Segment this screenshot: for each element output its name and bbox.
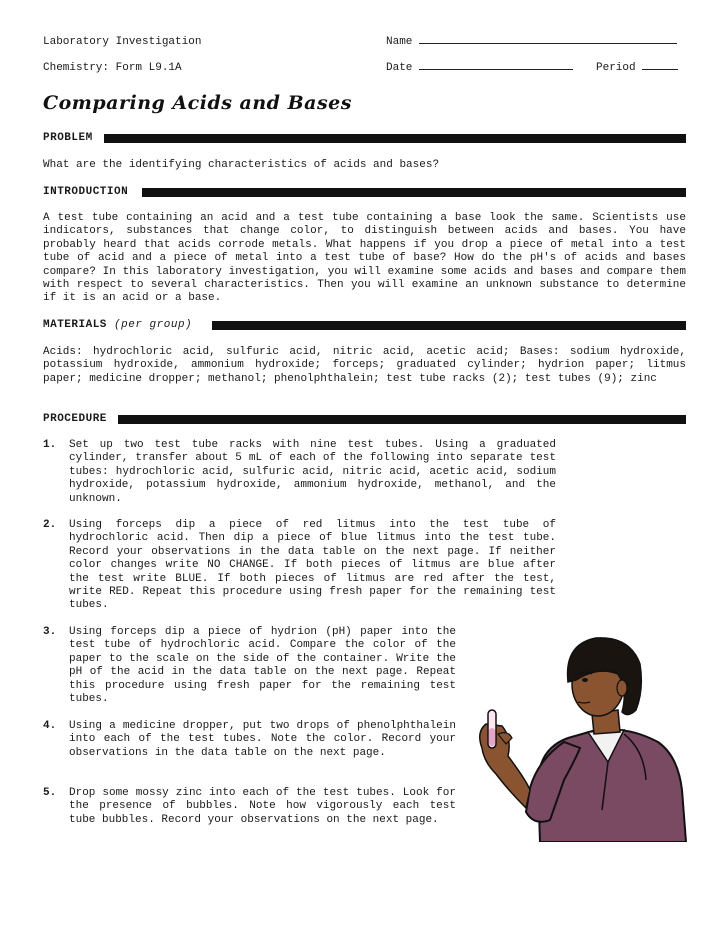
step-1-text: Set up two test tube racks with nine test tubes. Using a graduated cylinder, transfer about 5 mL of each of the following into separate test tubes: hydrochloric acid, sulfuric acid, nitric acid, acetic acid, sodium hydroxide, potassium hydroxide, ammonium hydroxide, methanol, and the unknown.	[69, 439, 556, 505]
date-label: Date	[386, 62, 413, 74]
lab-label: Laboratory Investigation	[43, 36, 202, 48]
step-3-number: 3.	[43, 626, 57, 638]
materials-text: Acids: hydrochloric acid, sulfuric acid, nitric acid, acetic acid; Bases: sodium hydroxide, potassium hydroxide, ammonium hydroxide; forceps; graduated cylinder; hydrion paper; litmus paper; medicine dropper; methanol; phenolphthalein; test tube racks (2); test tubes (9); zinc	[43, 346, 686, 385]
course-label: Chemistry: Form L9.1A	[43, 62, 182, 74]
introduction-text: A test tube containing an acid and a test tube containing a base look the same. Scientists use indicators, substances that change color, to distinguish between acids and bases. You have probably heard that acids corrode metals. What happens if you drop a piece of metal into a test tube of acid and a piece of metal into a test tube of base? How do the pH's of acids and bases compare? In this laboratory investigation, you will examine some acids and bases and compare them with respect to several characteristics. Then you will examine an unknown substance to determine if it is an acid or a base.	[43, 212, 686, 305]
procedure-heading: PROCEDURE	[43, 413, 107, 425]
scientist-illustration	[468, 630, 688, 842]
step-1-number: 1.	[43, 439, 57, 451]
step-4-number: 4.	[43, 720, 57, 732]
period-field	[596, 62, 678, 74]
materials-heading	[43, 319, 192, 331]
step-2-text: Using forceps dip a piece of red litmus into the test tube of hydrochloric acid. Then dip a piece of blue litmus into the test tube. Record your observations in the data table on the next page. If neither color changes write NO CHANGE. If both pieces of litmus are blue after the test write BLUE. If both pieces of litmus are red after the test, write RED. Repeat this procedure using fresh paper for the remaining test tubes.	[69, 519, 556, 612]
scientist-eye	[582, 678, 588, 682]
scientist-ear	[617, 680, 627, 696]
procedure-bar	[118, 415, 686, 424]
period-line	[642, 69, 678, 70]
name-label: Name	[386, 36, 413, 48]
page-title: Comparing Acids and Bases	[43, 92, 352, 114]
name-line	[419, 43, 677, 44]
introduction-bar	[142, 188, 686, 197]
date-line	[419, 69, 573, 70]
step-4-text: Using a medicine dropper, put two drops of phenolphthalein into each of the test tubes. Note the color. Record your observations in the data table on the next page.	[69, 720, 456, 759]
step-5-text: Drop some mossy zinc into each of the test tubes. Look for the presence of bubbles. Note how vigorously each test tube bubbles. Record your observations on the next page.	[69, 787, 456, 826]
step-3-text: Using forceps dip a piece of hydrion (pH) paper into the test tube of hydrochloric acid. Compare the color of the paper to the scale on the side of the container. Write the pH of the acid in the data table on the next page. Repeat this procedure using fresh paper for the remaining test tubes.	[69, 626, 456, 706]
step-5-number: 5.	[43, 787, 57, 799]
test-tube-liquid	[489, 728, 495, 746]
step-2-number: 2.	[43, 519, 57, 531]
materials-bar	[212, 321, 686, 330]
materials-heading-label: MATERIALS	[43, 319, 107, 331]
introduction-heading: INTRODUCTION	[43, 186, 129, 198]
problem-text: What are the identifying characteristics of acids and bases?	[43, 159, 440, 171]
period-label: Period	[596, 62, 636, 74]
problem-heading: PROBLEM	[43, 132, 93, 144]
materials-note: (per group)	[114, 319, 193, 331]
problem-bar	[104, 134, 686, 143]
name-field	[386, 36, 686, 48]
